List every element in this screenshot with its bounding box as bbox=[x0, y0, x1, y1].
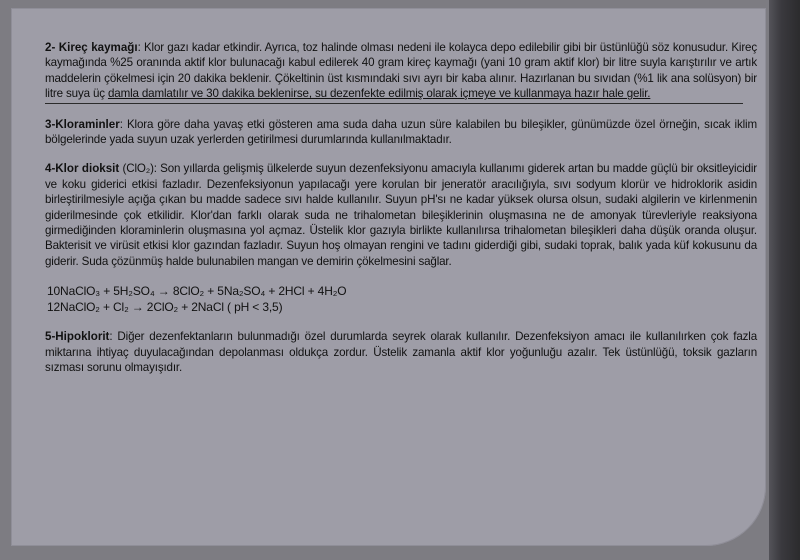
section-kloraminler bbox=[45, 117, 757, 148]
section-klor-dioksit bbox=[45, 161, 757, 269]
heading-separator: : bbox=[119, 117, 127, 131]
chemical-formulas bbox=[47, 283, 757, 315]
right-edge-strip bbox=[769, 0, 800, 560]
heading-separator: (ClO₂): bbox=[119, 162, 161, 176]
section-text: Diğer dezenfektanların bulunmadığı özel durumlarda seyrek olarak kullanılır. Dezenfeksiyon amacı ile kullanılırken çok fazla miktarına ihtiyaç duyulacağından depolanması oldukça zordur. Üstelik zamanla aktif klor yoğunluğu azalır. Tek üstünlüğü, toksik gazların sızması sorunu olmayışıdır. bbox=[45, 330, 757, 375]
section-hipoklorit bbox=[45, 329, 757, 375]
section-heading: 4-Klor dioksit bbox=[45, 162, 120, 176]
formula-line: 12NaClO₂ + Cl₂ → 2ClO₂ + 2NaCl ( pH < 3,5) bbox=[47, 300, 283, 315]
heading-separator: : bbox=[109, 330, 118, 344]
section-heading: 3-Kloraminler bbox=[45, 117, 120, 131]
section-heading: 2- Kireç kaymağı bbox=[45, 41, 138, 54]
section-heading: 5-Hipoklorit bbox=[45, 330, 110, 344]
document-body bbox=[45, 40, 757, 390]
heading-separator: : bbox=[137, 41, 144, 54]
formula-line: 10NaClO₃ + 5H₂SO₄ → 8ClO₂ + 5Na₂SO₄ + 2HCl + 4H₂O bbox=[47, 284, 347, 299]
section-text: Klora göre daha yavaş etki gösteren ama suda daha uzun süre kalabilen bu bileşikler, günümüzde özel örneğin, sıcak iklim bölgelerinde yada suyun uzak yerlerden getirilmesi durumlarında kullanılmaktadır. bbox=[45, 117, 757, 147]
section-kirec-kaymagi bbox=[45, 40, 757, 102]
section-text: Son yıllarda gelişmiş ülkelerde suyun dezenfeksiyonu amacıyla kullanımı giderek artan bu madde güçlü bir oksitleyicidir ve koku giderici etkisi fazladır. Dezenfeksiyonun yapılacağı yere korulan bir jeneratör aracılığıyla, sıvı sodyum klorür ve hidroklorik asidin birleştirilmesiyle açığa çıkan bu madde sadece sıvı halde kullanılır. Suyun pH'sı ne kadar yüksek olursa olsun, sudaki algilerin ve kirlenmenin giderilmesinde çok etkilidir. Klor'dan farklı olarak suda ne trihalometan bileşiklerinin oluşmasına ne de amonyak türevleriyle reaksiyona girmediğinden kloraminlerin oluşmasına yol açmaz. Üstelik klor gazıyla birlikte kullanılırsa trihalometan bileşikleri daha düşük oranda oluşur. Bakterisit ve virüsit etkisi klor gazından fazladır. Suyun hoş olmayan rengini ve tadını giderdiği gibi, sudaki toprak, balık yada küf kokusunu da giderir. Suda çözünmüş halde bulunabilen mangan ve demirin çökelmesini sağlar. bbox=[45, 162, 757, 268]
section-text: Klor gazı kadar etkindir. Ayrıca, toz halinde olması nedeni ile kolayca depo edilebilir gibi bir üstünlüğü söz konusudur. Kireç kaymağında %25 oranında aktif klor bulunacağı kabul edilerek 40 gram kireç kaymağı (yani 10 gram aktif klor) bir litre suyla karıştırılır ve artık maddelerin çökelmesi için 20 dakika beklenir. Çökeltinin üst kısmındaki sıvı ayrı bir kaba alınır. Hazırlanan bu sıvıdan (%1 lik ana solüsyon) bir litre suya üç bbox=[45, 41, 757, 101]
divider-line bbox=[45, 103, 743, 104]
section-text-underlined: damla damlatılır ve 30 dakika beklenirse, su dezenfekte edilmiş olarak içmeye ve kullanmaya hazır hale gelir. bbox=[107, 87, 651, 101]
